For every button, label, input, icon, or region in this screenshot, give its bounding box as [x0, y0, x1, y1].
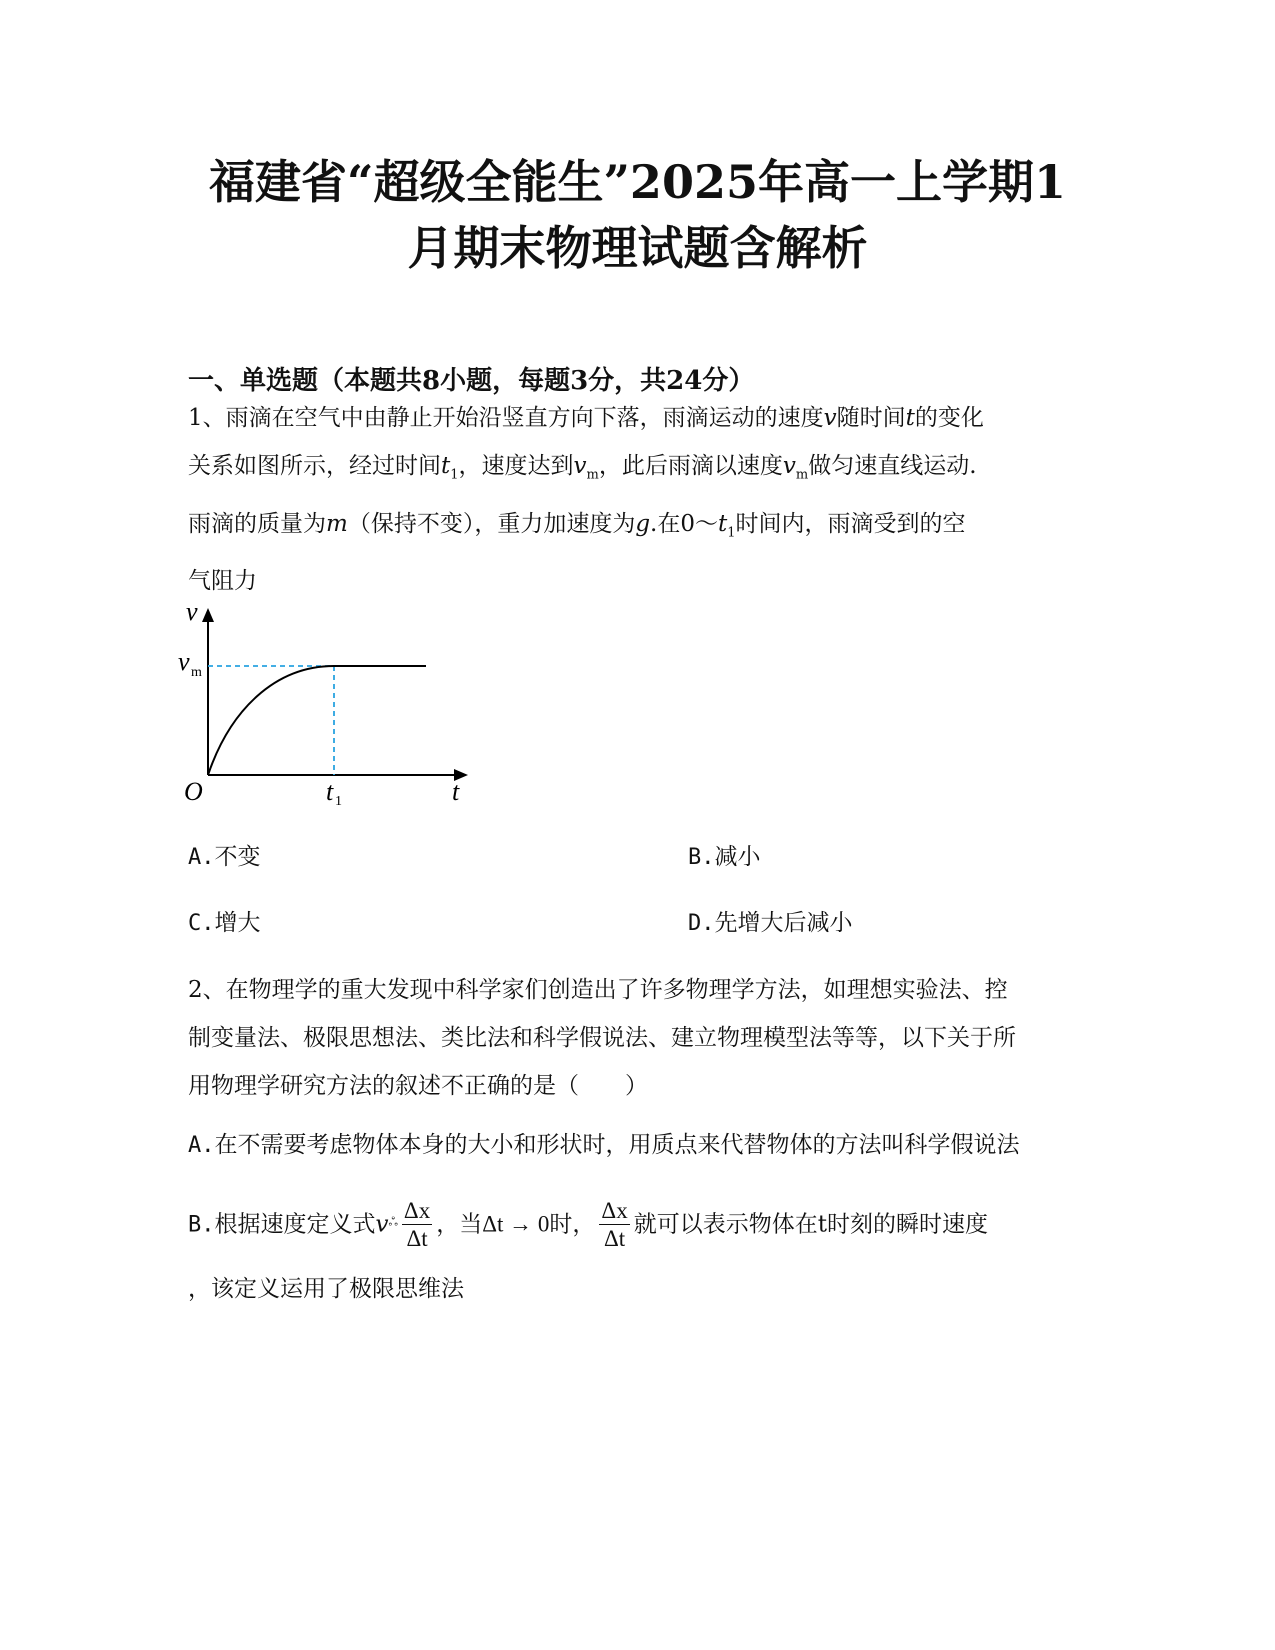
var-vm-2: v — [782, 453, 796, 479]
q1-option-d[interactable]: D.先增大后减小 — [688, 910, 853, 936]
vm-label: v — [178, 647, 190, 676]
x-axis-label: t — [452, 777, 460, 806]
t1-label: t — [326, 777, 334, 806]
velocity-curve — [208, 666, 426, 775]
origin-label: O — [184, 777, 203, 806]
q2-option-b-line2: ，该定义运用了极限思维法 — [188, 1276, 464, 1302]
q2-option-a[interactable]: A.在不需要考虑物体本身的大小和形状时，用质点来代替物体的方法叫科学假说法 — [188, 1132, 1020, 1158]
var-v: v — [823, 405, 837, 431]
q2-line3: 用物理学研究方法的叙述不正确的是（ ） — [188, 1073, 648, 1099]
q2-line1: 2、在物理学的重大发现中科学家们创造出了许多物理学方法，如理想实验法、控 — [188, 977, 1008, 1003]
velocity-time-graph — [178, 597, 490, 820]
q1-option-b[interactable]: B.减小 — [688, 844, 761, 870]
q1-line1: 1、雨滴在空气中由静止开始沿竖直方向下落，雨滴运动的速度v随时间t的变化 — [188, 405, 984, 431]
var-t1-2: t — [718, 510, 728, 537]
q2-option-b[interactable]: B.根据速度定义式$v^ஃ$ $\frac{\Delta x}{\Delta t}$ ，当Δt → 0时， $\frac{\Delta x}{\Delta t}$ 就可以表示物体在t时刻的瞬时速度 — [188, 1198, 988, 1251]
var-t: t — [905, 405, 915, 431]
fraction-dx-dt-2: $\frac{\Delta x}{\Delta t}$ — [601, 1198, 628, 1251]
var-t1: t — [441, 453, 451, 479]
var-g: g — [635, 510, 651, 537]
q1-line2: 关系如图所示，经过时间$t_1$，速度达到$v_m$，此后雨滴以速度$v_m$做匀速直线运动. — [188, 453, 977, 483]
t1-label-sub: 1 — [335, 794, 342, 809]
doc-title-line1: 福建省“超级全能生”2025年高一上学期1 — [209, 155, 1066, 209]
y-axis-arrow — [202, 608, 214, 622]
limit-expression: Δt → 0 — [482, 1211, 550, 1237]
vm-label-sub: m — [191, 665, 202, 680]
doc-title-line2: 月期末物理试题含解析 — [407, 221, 868, 275]
q2-line2: 制变量法、极限思想法、类比法和科学假说法、建立物理模型法等等，以下关于所 — [188, 1025, 1016, 1051]
var-vm: v — [573, 453, 587, 479]
q1-line3: 雨滴的质量为m（保持不变），重力加速度为g.在$0\sim t_1$时间内，雨滴受到的空 — [188, 510, 966, 541]
section-heading: 一、单选题（本题共8小题，每题3分，共24分） — [188, 366, 755, 396]
y-axis-label: v — [186, 597, 198, 626]
question-1 — [188, 394, 1088, 605]
var-m: m — [326, 510, 348, 537]
q1-line4: 气阻力 — [188, 568, 257, 595]
fraction-dx-dt: $\frac{\Delta x}{\Delta t}$ — [403, 1198, 431, 1251]
garbled-equals-symbol: ஃ — [388, 1214, 398, 1229]
question-2 — [188, 966, 1088, 1110]
q1-option-c[interactable]: C.增大 — [188, 910, 261, 936]
q1-option-a[interactable]: A.不变 — [188, 844, 261, 870]
var-v: v — [375, 1211, 389, 1238]
